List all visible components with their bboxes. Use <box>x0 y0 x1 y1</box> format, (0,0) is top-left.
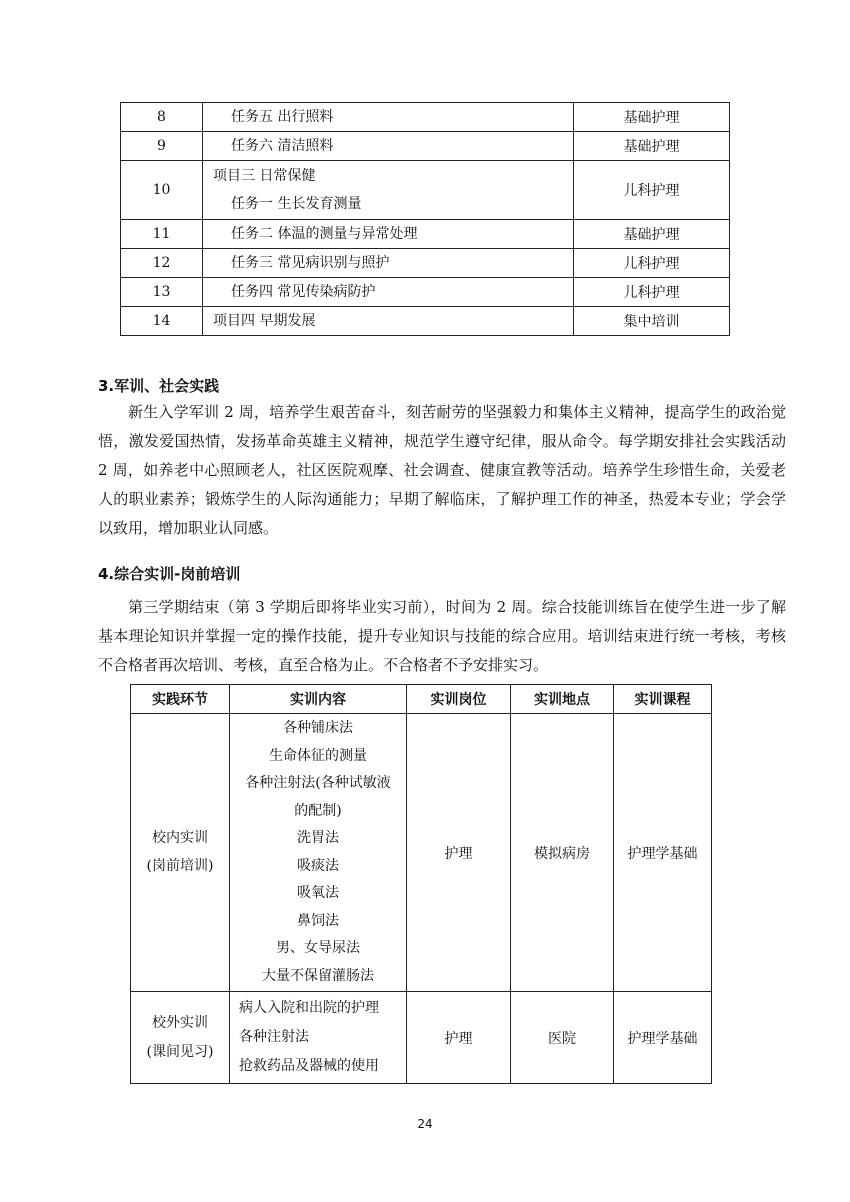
task-line: 任务六 清洁照料 <box>231 138 334 154</box>
table-row <box>131 714 712 992</box>
header-cell: 实训课程 <box>614 685 712 714</box>
header-cell: 实训岗位 <box>407 685 511 714</box>
task-cell <box>203 161 574 220</box>
row-number-cell: 11 <box>121 220 203 249</box>
task-cell <box>203 103 574 132</box>
category-cell: 儿科护理 <box>574 161 730 220</box>
row-number-cell: 9 <box>121 132 203 161</box>
task-line: 任务五 出行照料 <box>231 109 334 125</box>
section-3-heading: 3.军训、社会实践 <box>98 377 220 395</box>
content-line: 男、女导尿法 <box>276 940 360 956</box>
content-cell <box>230 992 407 1084</box>
category-cell: 集中培训 <box>574 307 730 336</box>
category-cell: 儿科护理 <box>574 249 730 278</box>
content-line: 的配制) <box>294 802 342 819</box>
task-line: 任务二 体温的测量与异常处理 <box>231 226 418 242</box>
training-table <box>130 684 712 1084</box>
content-line: 吸氧法 <box>297 885 339 901</box>
category-cell: 基础护理 <box>574 103 730 132</box>
table-row <box>121 307 730 336</box>
course-cell: 护理学基础 <box>614 992 712 1084</box>
schedule-table <box>120 102 730 336</box>
stage-cell <box>131 992 230 1084</box>
task-cell <box>203 132 574 161</box>
row-number-cell: 14 <box>121 307 203 336</box>
stage-line: (岗前培训) <box>146 857 214 874</box>
row-number-cell: 10 <box>121 161 203 220</box>
section-3-body: 新生入学军训 2 周，培养学生艰苦奋斗，刻苦耐劳的坚强毅力和集体主义精神，提高学生的政治觉悟，激发爱国热情，发扬革命英雄主义精神，规范学生遵守纪律，服从命令。每学期安排社会实践活动 2 周，如养老中心照顾老人，社区医院观摩、社会调查、健康宣教等活动。培养学生珍惜生命，关爱老人的职业素养；锻炼学生的人际沟通能力；早期了解临床，了解护理工作的神圣，热爱本专业；学会学以致用，增加职业认同感。 <box>98 403 786 537</box>
section-4-body: 第三学期结束（第 3 学期后即将毕业实习前），时间为 2 周。综合技能训练旨在使学生进一步了解基本理论知识并掌握一定的操作技能，提升专业知识与技能的综合应用。培训结束进行统一考核，考核不合格者再次培训、考核，直至合格为止。不合格者不予安排实习。 <box>98 598 786 674</box>
stage-line: (课间见习) <box>146 1043 214 1060</box>
place-cell: 模拟病房 <box>511 714 614 992</box>
content-line: 各种铺床法 <box>283 720 353 736</box>
row-number-cell: 12 <box>121 249 203 278</box>
task-line: 项目三 日常保健 <box>213 168 316 184</box>
category-cell: 基础护理 <box>574 220 730 249</box>
task-cell <box>203 249 574 278</box>
content-line: 生命体征的测量 <box>269 747 367 764</box>
task-cell <box>203 220 574 249</box>
table-row <box>131 992 712 1084</box>
task-line: 任务一 生长发育测量 <box>231 196 362 212</box>
table-row <box>121 249 730 278</box>
place-cell: 医院 <box>511 992 614 1084</box>
stage-line: 校内实训 <box>152 830 208 846</box>
table-row <box>121 132 730 161</box>
row-number-cell: 13 <box>121 278 203 307</box>
training-table-header <box>131 685 712 714</box>
content-line: 吸痰法 <box>297 857 339 874</box>
header-cell: 实训内容 <box>230 685 407 714</box>
stage-cell <box>131 714 230 992</box>
content-line: 抢救药品及器械的使用 <box>239 1058 379 1074</box>
table-row <box>121 103 730 132</box>
content-cell <box>230 714 407 992</box>
post-cell: 护理 <box>407 714 511 992</box>
task-cell <box>203 307 574 336</box>
content-line: 各种注射法(各种试敏液 <box>245 775 391 791</box>
content-line: 各种注射法 <box>239 1029 309 1045</box>
content-line: 鼻饲法 <box>297 912 339 929</box>
category-cell: 基础护理 <box>574 132 730 161</box>
content-line: 大量不保留灌肠法 <box>262 967 374 984</box>
content-line: 洗胃法 <box>297 830 339 846</box>
task-cell <box>203 278 574 307</box>
stage-line: 校外实训 <box>152 1014 208 1031</box>
table-row <box>121 278 730 307</box>
course-cell: 护理学基础 <box>614 714 712 992</box>
row-number-cell: 8 <box>121 103 203 132</box>
page-number: 24 <box>417 1117 433 1131</box>
table-row <box>121 161 730 220</box>
task-line: 任务三 常见病识别与照护 <box>231 255 390 271</box>
post-cell: 护理 <box>407 992 511 1084</box>
table-row <box>121 220 730 249</box>
header-cell: 实践环节 <box>131 685 230 714</box>
header-cell: 实训地点 <box>511 685 614 714</box>
content-line: 病人入院和出院的护理 <box>239 1000 379 1016</box>
section-4-heading: 4.综合实训-岗前培训 <box>98 565 241 583</box>
category-cell: 儿科护理 <box>574 278 730 307</box>
task-line: 项目四 早期发展 <box>213 313 316 329</box>
task-line: 任务四 常见传染病防护 <box>231 284 376 300</box>
